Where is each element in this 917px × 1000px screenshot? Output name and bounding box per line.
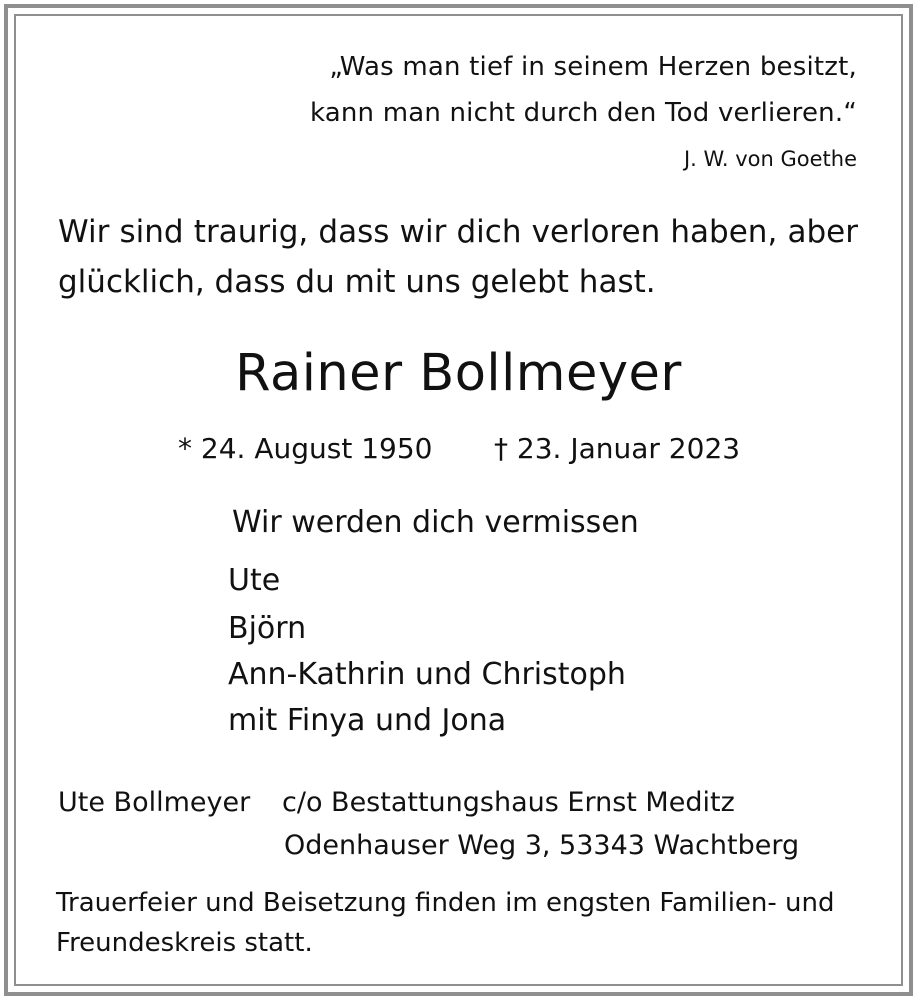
mourner-name: Ann-Kathrin und Christoph	[228, 657, 626, 692]
intro-line-1: Wir sind traurig, dass wir dich verloren haben, aber	[58, 214, 858, 250]
funeral-notice-line-1: Trauerfeier und Beisetzung finden im engsten Familien- und	[56, 888, 835, 918]
quote-author: J. W. von Goethe	[683, 147, 857, 171]
death-date: † 23. Januar 2023	[494, 432, 741, 465]
intro-line-2: glücklich, dass du mit uns gelebt hast.	[58, 264, 656, 300]
mourners-heading: Wir werden dich vermissen	[232, 505, 639, 540]
mourner-name: mit Finya und Jona	[228, 703, 507, 738]
deceased-name: Rainer Bollmeyer	[235, 344, 682, 403]
contact-address-line-2: Odenhauser Weg 3, 53343 Wachtberg	[284, 830, 800, 861]
mourner-name: Björn	[228, 611, 307, 646]
contact-name: Ute Bollmeyer	[58, 787, 251, 818]
contact-address-line-1: c/o Bestattungshaus Ernst Meditz	[282, 787, 735, 818]
funeral-notice-line-2: Freundeskreis statt.	[56, 928, 313, 958]
birth-date: * 24. August 1950	[178, 432, 433, 465]
quote-line-2: kann man nicht durch den Tod verlieren.“	[309, 98, 857, 128]
quote-line-1: „Was man tief in seinem Herzen besitzt,	[329, 52, 857, 82]
mourner-name: Ute	[228, 563, 281, 598]
